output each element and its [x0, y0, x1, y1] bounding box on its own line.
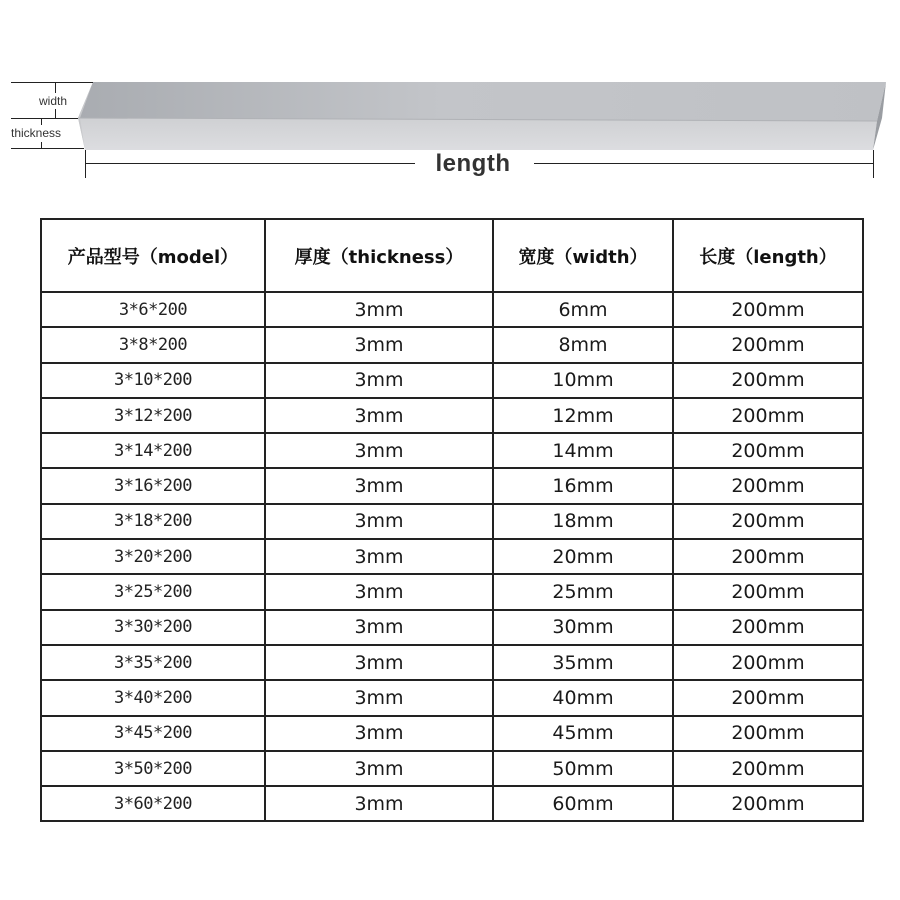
cell-model: 3*35*200 — [41, 645, 265, 680]
cell-width: 8mm — [493, 327, 673, 362]
length-dim-right-tick — [873, 150, 874, 178]
thickness-dim-tick-upper — [41, 118, 42, 125]
cell-model: 3*25*200 — [41, 574, 265, 609]
header-width: 宽度（width） — [493, 219, 673, 292]
table-row — [41, 786, 863, 821]
specification-table — [40, 218, 864, 822]
table-row — [41, 398, 863, 433]
table-row — [41, 468, 863, 503]
cell-length: 200mm — [673, 645, 863, 680]
cell-model: 3*8*200 — [41, 327, 265, 362]
cell-thickness: 3mm — [265, 574, 493, 609]
cell-width: 30mm — [493, 610, 673, 645]
thickness-dim-bottom-line — [11, 148, 84, 149]
cell-length: 200mm — [673, 327, 863, 362]
cell-length: 200mm — [673, 539, 863, 574]
cell-width: 18mm — [493, 504, 673, 539]
cell-length: 200mm — [673, 574, 863, 609]
length-dim-left-line — [85, 163, 415, 164]
header-length: 长度（length） — [673, 219, 863, 292]
cell-length: 200mm — [673, 292, 863, 327]
cell-model: 3*45*200 — [41, 716, 265, 751]
cell-length: 200mm — [673, 610, 863, 645]
header-model: 产品型号（model） — [41, 219, 265, 292]
cell-model: 3*30*200 — [41, 610, 265, 645]
cell-width: 35mm — [493, 645, 673, 680]
cell-width: 50mm — [493, 751, 673, 786]
cell-model: 3*14*200 — [41, 433, 265, 468]
cell-thickness: 3mm — [265, 539, 493, 574]
cell-thickness: 3mm — [265, 327, 493, 362]
cell-length: 200mm — [673, 786, 863, 821]
steel-bar-diagram — [0, 0, 900, 200]
cell-length: 200mm — [673, 680, 863, 715]
width-label: width — [39, 94, 68, 108]
width-dim-tick-lower — [55, 109, 56, 118]
length-label: length — [435, 150, 511, 177]
cell-thickness: 3mm — [265, 292, 493, 327]
cell-thickness: 3mm — [265, 504, 493, 539]
cell-width: 60mm — [493, 786, 673, 821]
table-row — [41, 363, 863, 398]
cell-length: 200mm — [673, 363, 863, 398]
cell-thickness: 3mm — [265, 751, 493, 786]
cell-model: 3*60*200 — [41, 786, 265, 821]
cell-thickness: 3mm — [265, 610, 493, 645]
cell-width: 20mm — [493, 539, 673, 574]
cell-width: 10mm — [493, 363, 673, 398]
thickness-label: thickness — [11, 126, 62, 140]
table-row — [41, 433, 863, 468]
cell-model: 3*6*200 — [41, 292, 265, 327]
table-row — [41, 751, 863, 786]
cell-width: 14mm — [493, 433, 673, 468]
cell-width: 12mm — [493, 398, 673, 433]
cell-thickness: 3mm — [265, 433, 493, 468]
table-row — [41, 574, 863, 609]
thickness-dim-tick-lower — [41, 142, 42, 148]
cell-model: 3*12*200 — [41, 398, 265, 433]
table-row — [41, 716, 863, 751]
table-row — [41, 327, 863, 362]
cell-thickness: 3mm — [265, 468, 493, 503]
cell-width: 6mm — [493, 292, 673, 327]
cell-thickness: 3mm — [265, 398, 493, 433]
cell-width: 25mm — [493, 574, 673, 609]
cell-length: 200mm — [673, 468, 863, 503]
cell-model: 3*16*200 — [41, 468, 265, 503]
table-row — [41, 292, 863, 327]
table-row — [41, 539, 863, 574]
cell-length: 200mm — [673, 751, 863, 786]
table-row — [41, 610, 863, 645]
cell-length: 200mm — [673, 398, 863, 433]
width-dim-mid-line — [11, 118, 78, 119]
table-row — [41, 645, 863, 680]
cell-width: 45mm — [493, 716, 673, 751]
width-dim-tick-upper — [55, 82, 56, 93]
cell-width: 16mm — [493, 468, 673, 503]
cell-length: 200mm — [673, 716, 863, 751]
cell-model: 3*40*200 — [41, 680, 265, 715]
length-dim-right-line — [534, 163, 874, 164]
cell-length: 200mm — [673, 433, 863, 468]
cell-thickness: 3mm — [265, 363, 493, 398]
cell-thickness: 3mm — [265, 716, 493, 751]
table-row — [41, 680, 863, 715]
cell-model: 3*18*200 — [41, 504, 265, 539]
table-row — [41, 504, 863, 539]
cell-thickness: 3mm — [265, 645, 493, 680]
table-header-row — [41, 219, 863, 292]
width-dim-top-line — [11, 82, 93, 83]
cell-width: 40mm — [493, 680, 673, 715]
cell-thickness: 3mm — [265, 680, 493, 715]
cell-model: 3*20*200 — [41, 539, 265, 574]
cell-thickness: 3mm — [265, 786, 493, 821]
header-thickness: 厚度（thickness） — [265, 219, 493, 292]
cell-model: 3*50*200 — [41, 751, 265, 786]
length-dim-left-tick — [85, 150, 86, 178]
cell-model: 3*10*200 — [41, 363, 265, 398]
cell-length: 200mm — [673, 504, 863, 539]
